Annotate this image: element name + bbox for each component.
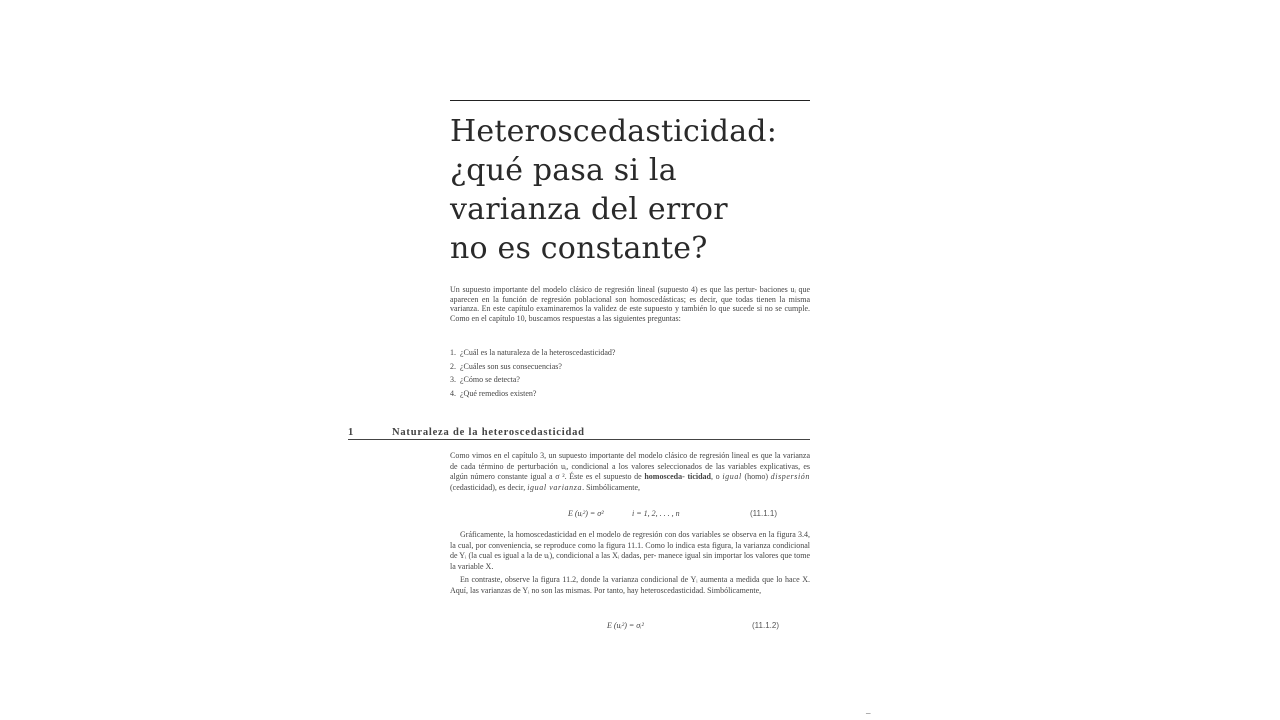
body-paragraph-2: Gráficamente, la homoscedasticidad en el modelo de regresión con dos variables se observa en la figura 3.4, la cual, por conveniencia, se reproduce como la figura 11.1. Como lo indica esta figura, la varianza condicional de Yᵢ (la cual es igual a la de uᵢ), condicional a las Xᵢ dadas, per- manece igual sin importar los valores que tome la variable X. — [450, 530, 810, 571]
chapter-title-line-2: ¿qué pasa si la — [450, 153, 677, 188]
key-term-bold: homosceda- ticidad — [644, 472, 712, 481]
section-number: 1 — [348, 427, 354, 438]
body-paragraph-1: Como vimos en el capítulo 3, un supuesto importante del modelo clásico de regresión lineal es que la varianza de cada término de perturbación uᵢ, condicional a los valores seleccionados de las variables explicativas, es algún número constante igual a σ ². Éste es el supuesto de homosceda- ticidad, o igual (homo) dispersión (cedasticidad), es decir, igual varianza. Simbólicamente, — [450, 451, 811, 492]
page-mark: – — [866, 708, 871, 718]
equation-expression: E (uᵢ²) = σᵢ² — [607, 621, 644, 630]
chapter-title-line-4: no es constante? — [450, 231, 708, 266]
equation-number: (11.1.2) — [752, 621, 779, 630]
chapter-title-line-3: varianza del error — [450, 192, 728, 227]
equation-11-1-1 — [450, 509, 810, 521]
body-paragraph-3: En contraste, observe la figura 11.2, donde la varianza condicional de Yᵢ aumenta a medida que lo hace X. Aquí, las varianzas de Yᵢ no son las mismas. Por tanto, hay heteroscedasticidad. Simbólicamente, — [450, 575, 810, 595]
question-item: 1. ¿Cuál es la naturaleza de la heteroscedasticidad? — [450, 348, 616, 357]
question-item: 2. ¿Cuáles son sus consecuencias? — [450, 361, 562, 371]
chapter-top-rule — [450, 100, 810, 101]
section-heading — [348, 426, 810, 440]
question-item: 3. ¿Cómo se detecta? — [450, 375, 520, 384]
equation-11-1-2 — [450, 621, 810, 633]
chapter-title — [450, 112, 830, 268]
equation-number: (11.1.1) — [750, 509, 777, 518]
section-title: Naturaleza de la heteroscedasticidad — [392, 427, 585, 438]
equation-condition: i = 1, 2, . . . , n — [632, 509, 680, 518]
equation-expression: E (uᵢ²) = σ² — [568, 509, 604, 518]
question-item: 4. ¿Qué remedios existen? — [450, 388, 537, 398]
chapter-intro-paragraph: Un supuesto importante del modelo clásico de regresión lineal (supuesto 4) es que las pertur- baciones uᵢ que aparecen en la función de regresión poblacional son homoscedásticas; es decir, que todas tienen la misma varianza. En este capítulo examinaremos la validez de este supuesto y también lo que sucede si no se cumple. Como en el capítulo 10, buscamos respuestas a las siguientes preguntas: — [450, 285, 810, 323]
chapter-questions-list — [450, 346, 810, 400]
chapter-title-line-1: Heteroscedasticidad: — [450, 114, 778, 149]
